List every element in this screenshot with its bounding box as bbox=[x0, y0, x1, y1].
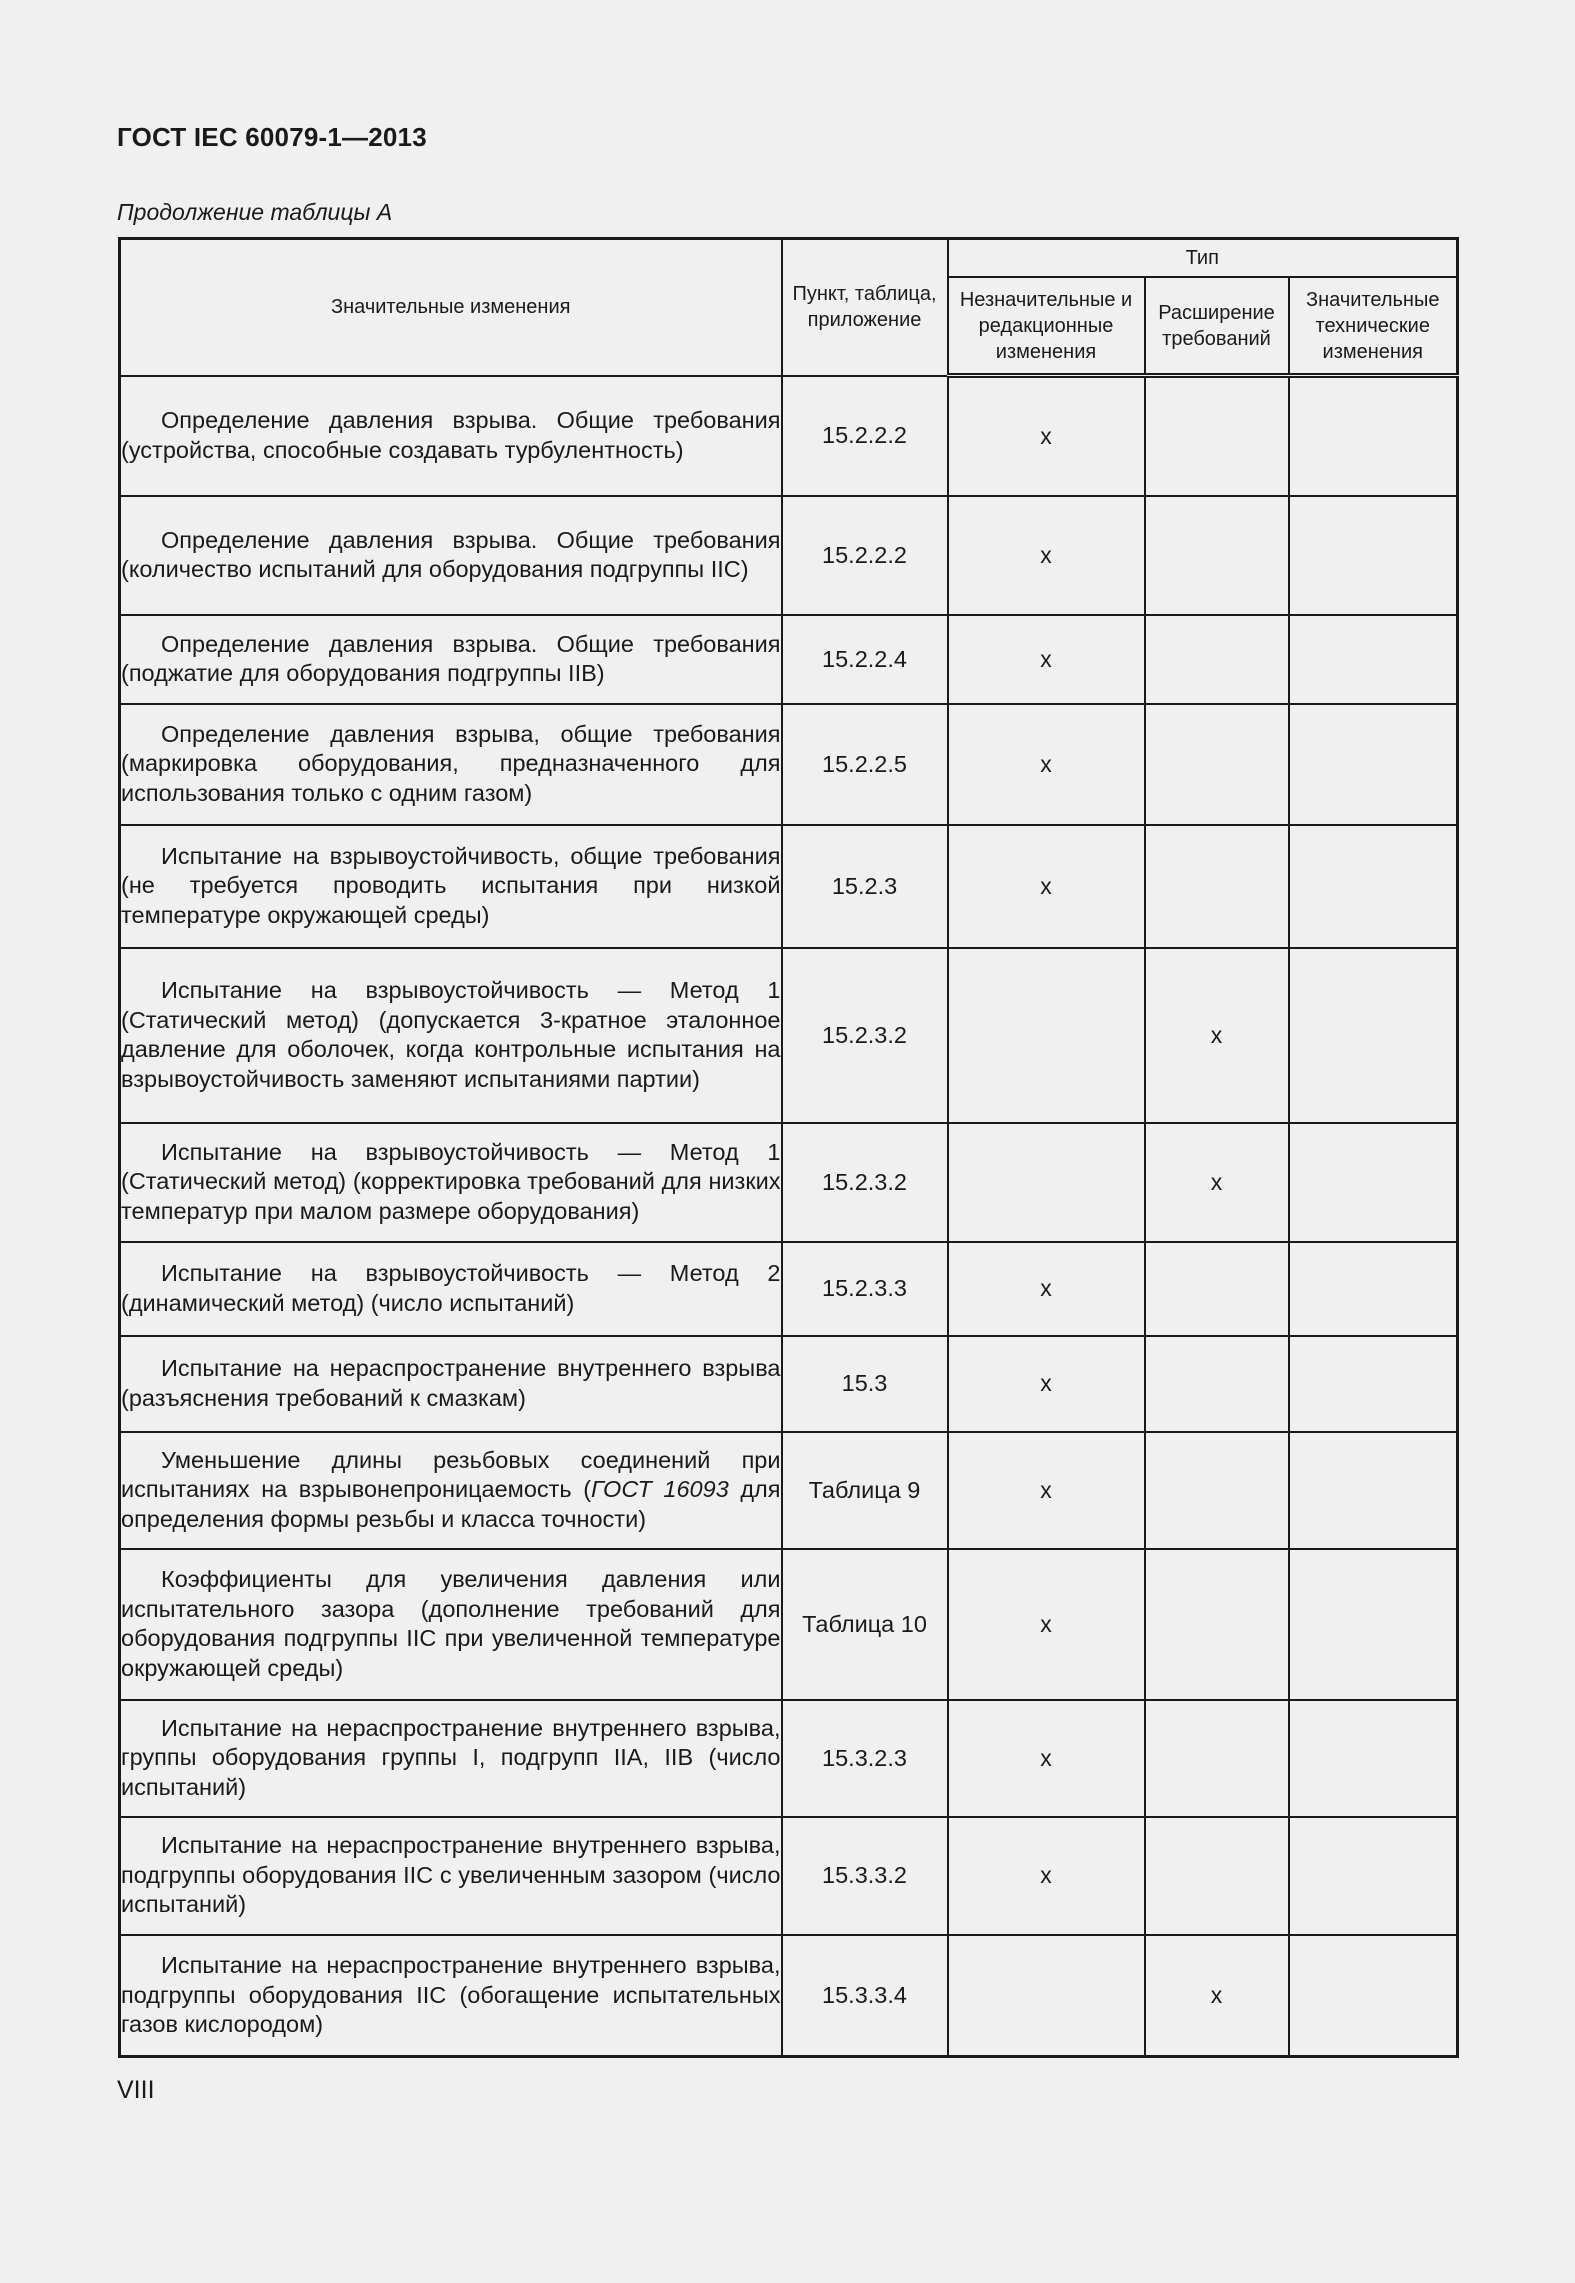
clause-reference: 15.3.2.3 bbox=[782, 1700, 948, 1817]
table-row bbox=[120, 825, 1458, 948]
change-description: Испытание на нераспространение внутреннего взрыва (разъяснения требований к смазкам) bbox=[120, 1336, 782, 1432]
clause-reference: 15.2.2.2 bbox=[782, 376, 948, 496]
type-extension-mark bbox=[1145, 704, 1289, 825]
clause-reference: Таблица 10 bbox=[782, 1549, 948, 1700]
type-minor-mark: x bbox=[948, 376, 1145, 496]
table-row bbox=[120, 1336, 1458, 1432]
change-description: Испытание на взрывоустойчивость, общие требования (не требуется проводить испытания при низкой температуре окружающей среды) bbox=[120, 825, 782, 948]
change-description: Испытание на взрывоустойчивость — Метод 1 (Статический метод) (корректировка требований для низких температур при малом размере оборудования) bbox=[120, 1123, 782, 1242]
type-minor-mark: x bbox=[948, 825, 1145, 948]
type-minor-mark: x bbox=[948, 704, 1145, 825]
clause-reference: 15.3.3.4 bbox=[782, 1935, 948, 2057]
table-row bbox=[120, 1242, 1458, 1336]
type-extension-mark: x bbox=[1145, 1123, 1289, 1242]
table-row bbox=[120, 1549, 1458, 1700]
change-description: Испытание на взрывоустойчивость — Метод 2 (динамический метод) (число испытаний) bbox=[120, 1242, 782, 1336]
change-description: Испытание на нераспространение внутреннего взрыва, группы оборудования группы I, подгрупп IIA, IIB (число испытаний) bbox=[120, 1700, 782, 1817]
changes-table bbox=[118, 237, 1459, 2058]
table-row bbox=[120, 704, 1458, 825]
clause-reference: Таблица 9 bbox=[782, 1432, 948, 1549]
type-major-mark bbox=[1289, 1700, 1458, 1817]
change-description: Испытание на нераспространение внутреннего взрыва, подгруппы оборудования IIC с увеличенным зазором (число испытаний) bbox=[120, 1817, 782, 1935]
column-header-minor: Незначительные и редакционные изменения bbox=[948, 277, 1145, 376]
clause-reference: 15.2.2.5 bbox=[782, 704, 948, 825]
type-major-mark bbox=[1289, 1549, 1458, 1700]
clause-reference: 15.2.3 bbox=[782, 825, 948, 948]
change-description: Испытание на взрывоустойчивость — Метод 1 (Статический метод) (допускается 3-кратное эталонное давление для оболочек, когда контрольные испытания на взрывоустойчивость заменяют испытаниями партии) bbox=[120, 948, 782, 1123]
type-minor-mark: x bbox=[948, 1336, 1145, 1432]
table-row bbox=[120, 1123, 1458, 1242]
column-header-extension: Расширение требований bbox=[1145, 277, 1289, 376]
column-header-type: Тип bbox=[948, 239, 1458, 278]
type-major-mark bbox=[1289, 1242, 1458, 1336]
change-description: Определение давления взрыва. Общие требования (количество испытаний для оборудования подгруппы IIC) bbox=[120, 496, 782, 615]
column-header-major: Значительные технические изменения bbox=[1289, 277, 1458, 376]
table-row bbox=[120, 376, 1458, 496]
column-header-change: Значительные изменения bbox=[120, 239, 782, 376]
page-number: VIII bbox=[117, 2076, 155, 2104]
type-major-mark bbox=[1289, 825, 1458, 948]
clause-reference: 15.2.2.4 bbox=[782, 615, 948, 704]
type-major-mark bbox=[1289, 1935, 1458, 2057]
type-minor-mark: x bbox=[948, 496, 1145, 615]
column-header-reference: Пункт, таблица, приложение bbox=[782, 239, 948, 376]
table-row bbox=[120, 615, 1458, 704]
table-row bbox=[120, 948, 1458, 1123]
table-body bbox=[120, 376, 1458, 2057]
table-row bbox=[120, 1935, 1458, 2057]
clause-reference: 15.2.2.2 bbox=[782, 496, 948, 615]
table-row bbox=[120, 496, 1458, 615]
type-major-mark bbox=[1289, 1817, 1458, 1935]
type-major-mark bbox=[1289, 704, 1458, 825]
type-extension-mark bbox=[1145, 1549, 1289, 1700]
type-extension-mark bbox=[1145, 615, 1289, 704]
clause-reference: 15.3.3.2 bbox=[782, 1817, 948, 1935]
type-extension-mark bbox=[1145, 825, 1289, 948]
type-major-mark bbox=[1289, 1432, 1458, 1549]
change-description: Определение давления взрыва. Общие требования (устройства, способные создавать турбулентность) bbox=[120, 376, 782, 496]
type-major-mark bbox=[1289, 496, 1458, 615]
type-major-mark bbox=[1289, 948, 1458, 1123]
change-description: Испытание на нераспространение внутреннего взрыва, подгруппы оборудования IIC (обогащение испытательных газов кислородом) bbox=[120, 1935, 782, 2057]
type-extension-mark bbox=[1145, 496, 1289, 615]
table-row bbox=[120, 1700, 1458, 1817]
type-extension-mark bbox=[1145, 1336, 1289, 1432]
type-major-mark bbox=[1289, 615, 1458, 704]
clause-reference: 15.2.3.2 bbox=[782, 1123, 948, 1242]
type-minor-mark: x bbox=[948, 1817, 1145, 1935]
type-extension-mark: x bbox=[1145, 1935, 1289, 2057]
type-extension-mark bbox=[1145, 1242, 1289, 1336]
type-minor-mark bbox=[948, 948, 1145, 1123]
clause-reference: 15.2.3.2 bbox=[782, 948, 948, 1123]
type-extension-mark bbox=[1145, 1432, 1289, 1549]
type-minor-mark: x bbox=[948, 1549, 1145, 1700]
table-row bbox=[120, 1817, 1458, 1935]
change-description: Уменьшение длины резьбовых соединений при испытаниях на взрывонепроницаемость (ГОСТ 16093 для определения формы резьбы и класса точности) bbox=[120, 1432, 782, 1549]
type-minor-mark: x bbox=[948, 1700, 1145, 1817]
type-extension-mark bbox=[1145, 1817, 1289, 1935]
change-description: Определение давления взрыва, общие требования (маркировка оборудования, предназначенного для использования только с одним газом) bbox=[120, 704, 782, 825]
table-caption: Продолжение таблицы А bbox=[117, 199, 393, 225]
type-major-mark bbox=[1289, 1336, 1458, 1432]
type-minor-mark: x bbox=[948, 1432, 1145, 1549]
change-description: Определение давления взрыва. Общие требования (поджатие для оборудования подгруппы IIB) bbox=[120, 615, 782, 704]
clause-reference: 15.3 bbox=[782, 1336, 948, 1432]
type-major-mark bbox=[1289, 1123, 1458, 1242]
clause-reference: 15.2.3.3 bbox=[782, 1242, 948, 1336]
type-extension-mark bbox=[1145, 1700, 1289, 1817]
type-extension-mark bbox=[1145, 376, 1289, 496]
type-minor-mark bbox=[948, 1123, 1145, 1242]
change-description: Коэффициенты для увеличения давления или испытательного зазора (дополнение требований для оборудования подгруппы IIC при увеличенной температуре окружающей среды) bbox=[120, 1549, 782, 1700]
standard-title: ГОСТ IEC 60079-1—2013 bbox=[117, 122, 427, 152]
table-row bbox=[120, 1432, 1458, 1549]
type-minor-mark: x bbox=[948, 615, 1145, 704]
type-extension-mark: x bbox=[1145, 948, 1289, 1123]
type-minor-mark: x bbox=[948, 1242, 1145, 1336]
type-major-mark bbox=[1289, 376, 1458, 496]
type-minor-mark bbox=[948, 1935, 1145, 2057]
